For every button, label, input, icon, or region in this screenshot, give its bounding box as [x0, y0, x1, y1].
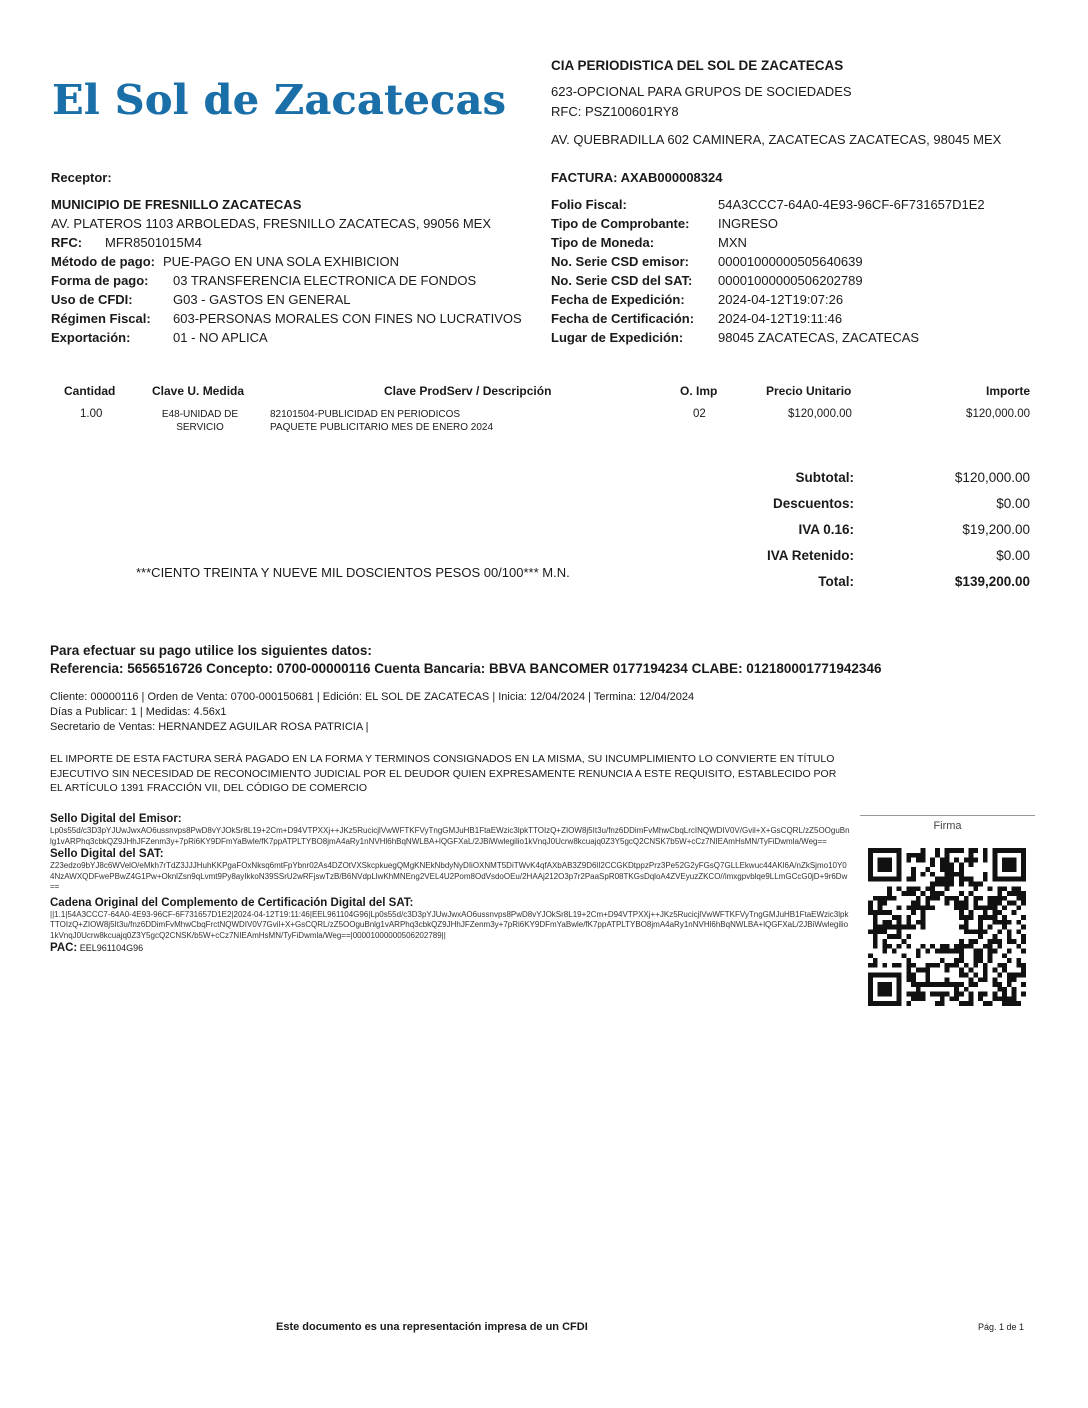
receptor-block [51, 168, 551, 347]
factura-field-label: No. Serie CSD emisor: [551, 254, 689, 269]
factura-heading: FACTURA: AXAB000008324 [551, 170, 723, 185]
item-oimp: 02 [693, 408, 706, 420]
factura-field-value: 2024-04-12T19:07:26 [718, 292, 844, 307]
totals-row [700, 470, 1030, 496]
receptor-regimen-value: 603-PERSONAS MORALES CON FINES NO LUCRATIVOS [173, 311, 522, 326]
totals-row [700, 522, 1030, 548]
receptor-metodo-value: PUE-PAGO EN UNA SOLA EXHIBICION [163, 254, 399, 269]
factura-field-row [551, 309, 1051, 328]
total-label: Total: [818, 574, 854, 589]
emisor-rfc: RFC: PSZ100601RY8 [551, 104, 679, 119]
cadena-original-label: Cadena Original del Complemento de Certificación Digital del SAT: [50, 896, 414, 909]
amount-in-words: ***CIENTO TREINTA Y NUEVE MIL DOSCIENTOS PESOS 00/100*** M.N. [136, 565, 570, 580]
factura-field-row [551, 252, 1051, 271]
order-info-line: Secretario de Ventas: HERNANDEZ AGUILAR ROSA PATRICIA | [50, 721, 369, 733]
item-precio: $120,000.00 [788, 408, 852, 420]
col-importe: Importe [985, 384, 1030, 398]
receptor-forma-row [51, 271, 551, 290]
payment-heading: Para efectuar su pago utilice los siguientes datos: [50, 643, 372, 658]
factura-field-row [551, 290, 1051, 309]
iva-retenido-label: IVA Retenido: [767, 548, 854, 563]
sello-emisor-value: Lp0s55d/c3D3pYJUwJwxAO6ussnvps8PwD8vYJOkSr8L19+2Cm+D94VTPXXj++JKz5RucicjlVwWFTKFVyTngGMJuHB1FtaEWzic3lpkTTOIzQ+ZIOW8j5It3u/fnz6DDimFvMhwCbqLrcINQWDIV0V/Gvil+X+GsCQRL/zZ5OOguBnlg1vARPhq3cbkQZ9JHhJFZenm3y+7pRi6KY9DFmYaBwle/fK7ppATPLTYBO8jmA4aRy1nNVHl6hBqNWLBA+lQGFXaL/2JBiWwlegilio1kVnqJ0Ucrw8kcuajq0Z3Y5gcQ2CNSK7b5W+cCz7NIEAmHsMN/TyFiDwmla/Weg== [50, 826, 850, 846]
col-cantidad: Cantidad [64, 384, 116, 398]
item-desc-line1: 82101504-PUBLICIDAD EN PERIODICOS [270, 409, 461, 420]
qr-code [868, 848, 1026, 1006]
totals-row [700, 548, 1030, 574]
total-value: $139,200.00 [954, 574, 1030, 589]
pac-label: PAC: [50, 942, 78, 954]
factura-field-label: Tipo de Moneda: [551, 235, 655, 250]
item-descripcion [270, 408, 493, 434]
order-info [50, 690, 1040, 735]
item-unidad-line2: SERVICIO [176, 422, 224, 433]
receptor-rfc-label: RFC: [51, 235, 83, 250]
iva-label: IVA 0.16: [798, 522, 854, 537]
receptor-name: MUNICIPIO DE FRESNILLO ZACATECAS [51, 197, 302, 212]
totals-row [700, 574, 1030, 600]
emisor-regimen: 623-OPCIONAL PARA GRUPOS DE SOCIEDADES [551, 84, 852, 99]
signature-label: Firma [933, 820, 962, 832]
sello-sat-label: Sello Digital del SAT: [50, 848, 164, 860]
receptor-regimen-row [51, 309, 551, 328]
order-info-line: Cliente: 00000116 | Orden de Venta: 0700-000150681 | Edición: EL SOL DE ZACATECAS | Inicia: 12/04/2024 | Termina: 12/04/2024 [50, 691, 695, 703]
totals-row [700, 496, 1030, 522]
sello-sat-value: Z23edzo9bYJ8c6WVelO/eMkh7rTdZ3JJJHuhKKPgaFOxNksq6mtFpYbnr02As4DZOtVXSkcpkuegQMgKNEkNbdyNyDIiOXNMT5DiTWvK4qfAXbAB3Z9D6lI2CCGKDtppzPrz3Pe52G2yFGsQ7GLLEkwuc44AKl6A/nZkSjmo10Y04NzAWXQDFwePBwZ4G1Pw+OknlZsn9qLvmt9Py8ayIkkoN39SSrU2wRFjswTzB/B6NVdpLlwKhMNEng2VEL4U2Pom8OdVsdoOEu/2HAAj212O3p7r2PaaSpR08TKGsDqloA4ZVEyuzZKCO//imxgpvblqe9LLmGCcG0jD+9r6Dw== [50, 861, 848, 891]
receptor-export-label: Exportación: [51, 330, 131, 345]
factura-field-value: INGRESO [718, 216, 778, 231]
payment-info [50, 642, 1040, 678]
receptor-metodo-row [51, 252, 551, 271]
factura-field-row [551, 328, 1051, 347]
factura-field-value: 00001000000506202789 [718, 273, 863, 288]
factura-block [551, 168, 1051, 347]
factura-field-value: 98045 ZACATECAS, ZACATECAS [718, 330, 920, 345]
col-unidad: Clave U. Medida [152, 384, 245, 398]
receptor-export-row [51, 328, 551, 347]
receptor-heading: Receptor: [51, 170, 112, 185]
pac-row [50, 943, 850, 954]
emisor-address: AV. QUEBRADILLA 602 CAMINERA, ZACATECAS ZACATECAS, 98045 MEX [551, 132, 1002, 147]
item-unidad-line1: E48-UNIDAD DE [161, 409, 239, 420]
subtotal-value: $120,000.00 [954, 470, 1030, 485]
item-desc-line2: PAQUETE PUBLICITARIO MES DE ENERO 2024 [270, 422, 494, 433]
receptor-address: AV. PLATEROS 1103 ARBOLEDAS, FRESNILLO ZACATECAS, 99056 MEX [51, 216, 492, 231]
factura-field-label: No. Serie CSD del SAT: [551, 273, 693, 288]
receptor-regimen-label: Régimen Fiscal: [51, 311, 151, 326]
descuentos-label: Descuentos: [772, 496, 854, 511]
item-importe: $120,000.00 [966, 408, 1030, 420]
pac-value: EEL961104G96 [79, 943, 144, 953]
sello-emisor-label: Sello Digital del Emisor: [50, 813, 182, 825]
emisor-block [551, 56, 1051, 150]
factura-field-label: Folio Fiscal: [551, 197, 627, 212]
company-logo: El Sol de Zacatecas [52, 76, 507, 124]
iva-retenido-value: $0.00 [996, 548, 1030, 563]
receptor-export-value: 01 - NO APLICA [173, 330, 268, 345]
factura-field-value: 00001000000505640639 [718, 254, 863, 269]
factura-field-row [551, 214, 1051, 233]
item-cantidad: 1.00 [80, 408, 103, 420]
totals-block [700, 470, 1030, 600]
items-table-header [48, 384, 1040, 406]
receptor-metodo-label: Método de pago: [51, 254, 155, 269]
factura-field-label: Tipo de Comprobante: [551, 216, 690, 231]
factura-field-row [551, 271, 1051, 290]
factura-field-label: Fecha de Expedición: [551, 292, 685, 307]
iva-value: $19,200.00 [962, 522, 1030, 537]
order-info-line: Días a Publicar: 1 | Medidas: 4.56x1 [50, 706, 227, 718]
factura-field-value: 54A3CCC7-64A0-4E93-96CF-6F731657D1E2 [718, 197, 985, 212]
payment-reference: Referencia: 5656516726 Concepto: 0700-00000116 Cuenta Bancaria: BBVA BANCOMER 0177194234 CLABE: 012180001771942346 [50, 661, 882, 676]
table-row [48, 408, 1040, 442]
receptor-forma-label: Forma de pago: [51, 273, 149, 288]
descuentos-value: $0.00 [996, 496, 1030, 511]
factura-field-value: MXN [718, 235, 747, 250]
receptor-uso-row [51, 290, 551, 309]
receptor-rfc-row [51, 233, 551, 252]
legal-notice: EL IMPORTE DE ESTA FACTURA SERÁ PAGADO EN LA FORMA Y TERMINOS CONSIGNADOS EN LA MISMA, SU INCUMPLIMIENTO LO CONVIERTE EN TÍTULO EJECUTIVO SIN NECESIDAD DE RECONOCIMIENTO JUDICIAL POR EL DEUDOR QUIEN EXPRESAMENTE RENUNCIA A ESTE REQUISITO, ESTABLECIDO POR EL ARTÍCULO 1391 FRACCIÓN VII, DEL CÓDIGO DE COMERCIO [50, 753, 837, 794]
digital-stamps [50, 812, 850, 954]
receptor-uso-value: G03 - GASTOS EN GENERAL [173, 292, 351, 307]
col-descripcion: Clave ProdServ / Descripción [384, 384, 552, 398]
page-number: Pág. 1 de 1 [978, 1322, 1025, 1332]
factura-field-label: Fecha de Certificación: [551, 311, 695, 326]
cadena-original-value: ||1.1|54A3CCC7-64A0-4E93-96CF-6F731657D1E2|2024-04-12T19:11:46|EEL961104G96|Lp0s55d/c3D3pYJUwJwxAO6ussnvps8PwD8vYJOkSr8L19+2Cm+D94VTPXXj++JKz5RucicjlVwWFTKFVyTngGMJuHB1FtaEWzic3lpkTTOIzQ+ZIOW8j5It3u/fnz6DDimFvMhwCbqFrctNQWDIV0V7Gvil+X+GsCQRL/zZ5OOguBnlg1vARPhq3cbkQZ9JHhJFZenm3y+7pRi6KY9DFmYaBwle/fK7ppATPLTYBO8jmA4aRy1nNVHl6hBqNWLBA+lQGFXaL/2JBiWwlegilio1kVnqJ0Ucrw8kcuajq0Z3Y5gcQ2CNSK/b5W+cCz7NIEAmHsMN/TyFiDwmla/Weg==|00001000000506202789|| [50, 909, 849, 940]
col-precio: Precio Unitario [766, 384, 852, 398]
factura-field-row [551, 195, 1051, 214]
col-oimp: O. Imp [680, 384, 718, 398]
signature-line [860, 815, 1035, 816]
receptor-rfc-value: MFR8501015M4 [105, 235, 202, 250]
receptor-forma-value: 03 TRANSFERENCIA ELECTRONICA DE FONDOS [173, 273, 477, 288]
item-unidad [160, 408, 240, 434]
factura-field-row [551, 233, 1051, 252]
emisor-name: CIA PERIODISTICA DEL SOL DE ZACATECAS [551, 58, 844, 73]
factura-field-label: Lugar de Expedición: [551, 330, 684, 345]
subtotal-label: Subtotal: [795, 470, 854, 485]
factura-field-value: 2024-04-12T19:11:46 [718, 311, 843, 326]
receptor-uso-label: Uso de CFDI: [51, 292, 133, 307]
footer-text: Este documento es una representación impresa de un CFDI [276, 1321, 588, 1333]
